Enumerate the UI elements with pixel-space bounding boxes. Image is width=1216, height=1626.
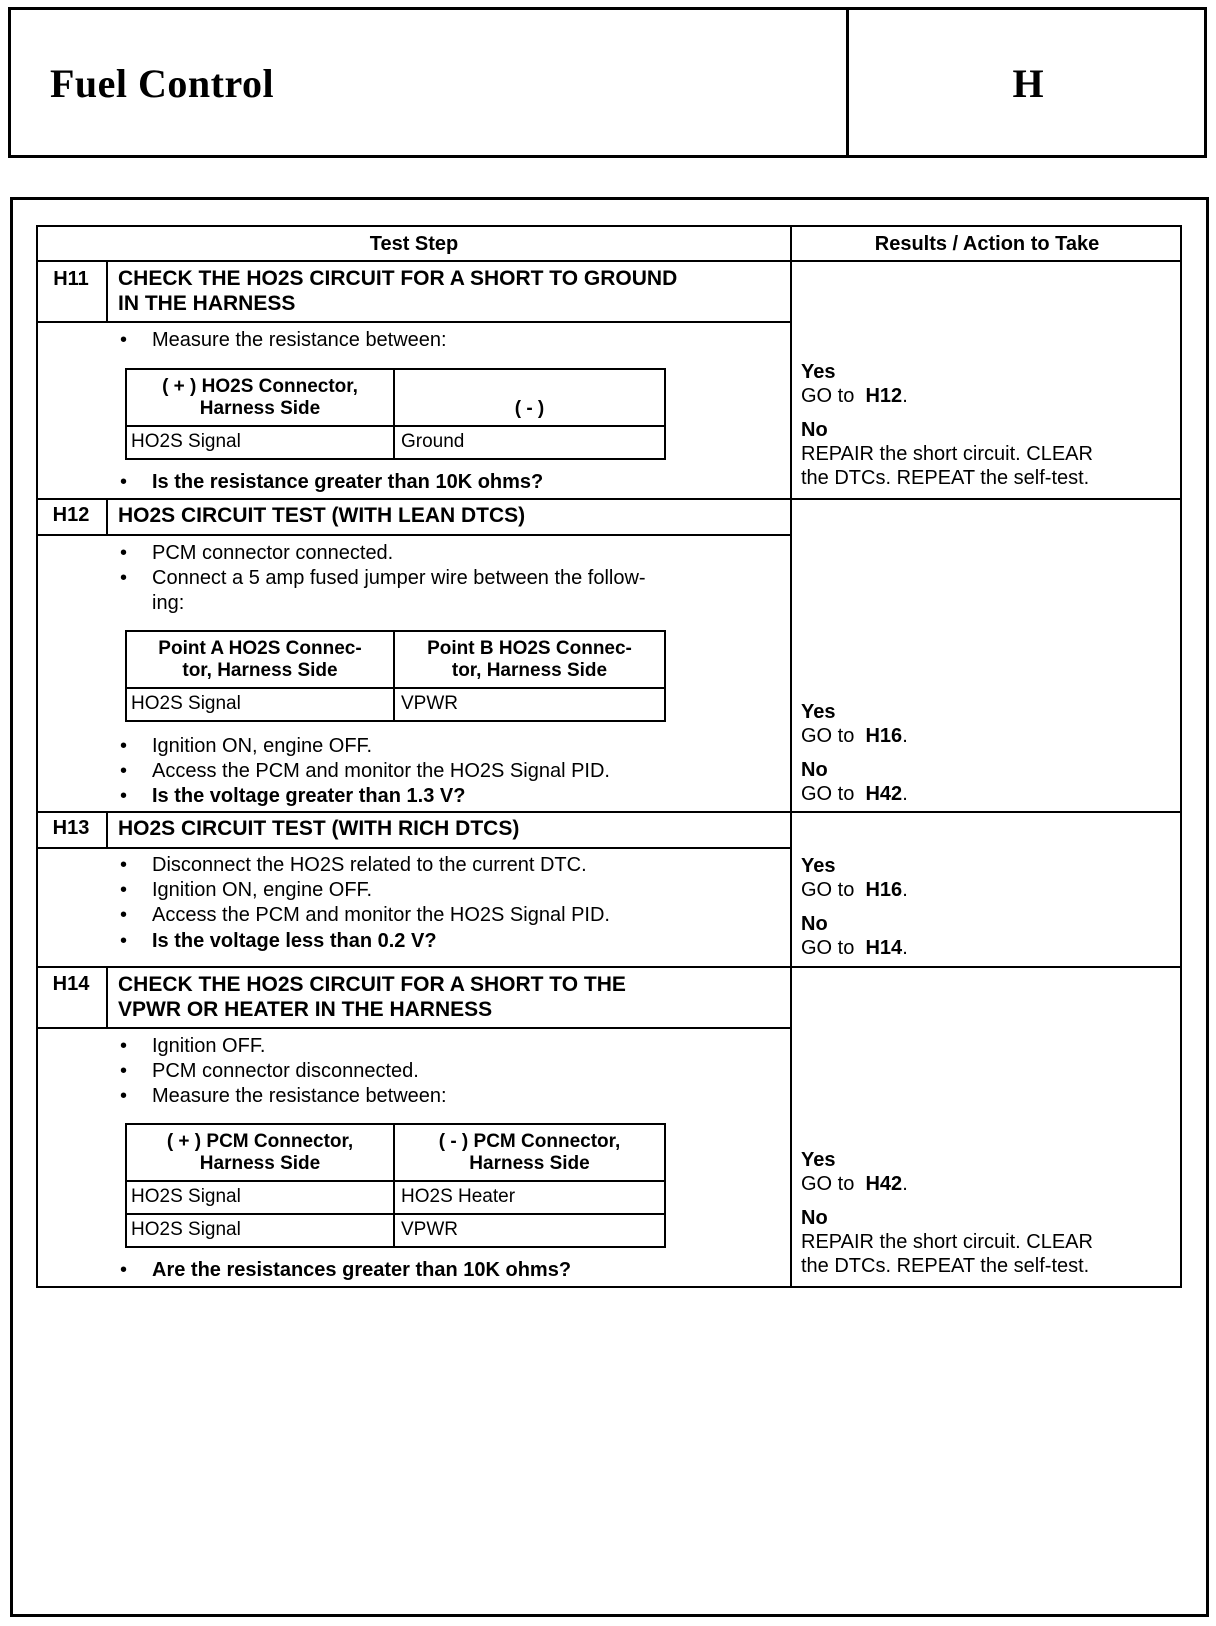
- step-id: H12: [52, 504, 90, 526]
- measurement-table: [125, 1123, 666, 1248]
- subtable-cell: HO2S Heater: [401, 1186, 516, 1207]
- bullet-icon: •: [120, 1085, 128, 1107]
- result-yes-action: GO to H16.: [801, 879, 908, 901]
- subtable-header: ( + ) HO2S Connector, Harness Side: [162, 376, 358, 419]
- result-no-label: No: [801, 1207, 828, 1229]
- step-id: H14: [52, 973, 90, 995]
- header-row-divider: [38, 260, 1182, 262]
- subtable-cell: Ground: [401, 431, 465, 452]
- heading-divider: [38, 1027, 790, 1029]
- step-heading: HO2S CIRCUIT TEST (WITH LEAN DTCS): [118, 504, 526, 527]
- results-block: [801, 700, 908, 806]
- bullet-icon: •: [120, 879, 128, 901]
- bullet-icon: •: [120, 785, 128, 807]
- subtable-cell: HO2S Signal: [131, 1186, 241, 1207]
- bullet-icon: •: [120, 1259, 128, 1281]
- step-reference: H16: [865, 879, 903, 901]
- step-heading: CHECK THE HO2S CIRCUIT FOR A SHORT TO GROUND IN THE HARNESS: [118, 267, 678, 315]
- result-yes-action: GO to H12.: [801, 385, 908, 407]
- step-id: H11: [53, 268, 89, 290]
- subtable-header: ( - ): [514, 398, 545, 419]
- result-no-action: REPAIR the short circuit. CLEAR: [801, 1231, 1093, 1253]
- result-yes-label: Yes: [801, 855, 836, 877]
- heading-divider: [38, 534, 790, 536]
- bullet-icon: •: [120, 735, 128, 757]
- bullet-icon: •: [120, 471, 128, 493]
- step-heading: CHECK THE HO2S CIRCUIT FOR A SHORT TO THE VPWR OR HEATER IN THE HARNESS: [118, 973, 626, 1021]
- bullet-icon: •: [120, 542, 128, 564]
- section-letter: H: [1012, 61, 1044, 106]
- result-no-label: No: [801, 419, 828, 441]
- result-yes-label: Yes: [801, 1149, 836, 1171]
- result-no-action: GO to H42.: [801, 783, 908, 805]
- heading-divider: [38, 321, 790, 323]
- result-yes-label: Yes: [801, 361, 836, 383]
- bullet-icon: •: [120, 1035, 128, 1057]
- step-reference: H42: [865, 783, 903, 805]
- subtable-header: Point B HO2S Connec- tor, Harness Side: [427, 638, 632, 681]
- results-column-divider: [790, 227, 792, 1288]
- result-yes-label: Yes: [801, 701, 836, 723]
- bullet-icon: •: [120, 1060, 128, 1082]
- result-no-action: GO to H14.: [801, 937, 908, 959]
- step-id-divider: [106, 968, 108, 1029]
- result-no-label: No: [801, 913, 828, 935]
- subtable-cell: VPWR: [401, 693, 458, 714]
- results-block: [801, 1148, 1093, 1278]
- bullet-icon: •: [120, 904, 128, 926]
- page-title: Fuel Control: [50, 61, 275, 106]
- result-no-label: No: [801, 759, 828, 781]
- column-header-results: Results / Action to Take: [874, 233, 1100, 255]
- step-reference: H42: [865, 1173, 903, 1195]
- result-no-action: the DTCs. REPEAT the self-test.: [801, 467, 1090, 489]
- step-divider: [38, 966, 1182, 968]
- bullet-icon: •: [120, 329, 128, 351]
- result-yes-action: GO to H42.: [801, 1173, 908, 1195]
- row-divider: [127, 1213, 664, 1215]
- result-no-action: REPAIR the short circuit. CLEAR: [801, 443, 1093, 465]
- measurement-table: [125, 368, 666, 460]
- results-block: [801, 854, 908, 960]
- step-id-divider: [106, 813, 108, 849]
- row-divider: [127, 687, 664, 689]
- result-no-action: the DTCs. REPEAT the self-test.: [801, 1255, 1090, 1277]
- subtable-cell: HO2S Signal: [131, 431, 241, 452]
- step-id: H13: [52, 817, 90, 839]
- subtable-cell: HO2S Signal: [131, 1219, 241, 1240]
- jumper-table: [125, 630, 666, 722]
- step-reference: H14: [865, 937, 903, 959]
- step-divider: [38, 498, 1182, 500]
- bullet-icon: •: [120, 567, 128, 589]
- bullet-icon: •: [120, 760, 128, 782]
- step-heading: HO2S CIRCUIT TEST (WITH RICH DTCS): [118, 817, 520, 840]
- subtable-cell: VPWR: [401, 1219, 458, 1240]
- row-divider: [127, 1180, 664, 1182]
- subtable-cell: HO2S Signal: [131, 693, 241, 714]
- bullet-icon: •: [120, 930, 128, 952]
- subtable-header: ( - ) PCM Connector, Harness Side: [438, 1131, 621, 1174]
- step-reference: H16: [865, 725, 903, 747]
- result-yes-action: GO to H16.: [801, 725, 908, 747]
- heading-divider: [38, 847, 790, 849]
- step-divider: [38, 811, 1182, 813]
- step-reference: H12: [865, 385, 903, 407]
- results-block: [801, 360, 1093, 490]
- subtable-header: Point A HO2S Connec- tor, Harness Side: [158, 638, 362, 681]
- bullet-icon: •: [120, 854, 128, 876]
- row-divider: [127, 425, 664, 427]
- column-header-test-step: Test Step: [369, 233, 459, 255]
- step-id-divider: [106, 500, 108, 536]
- subtable-header: ( + ) PCM Connector, Harness Side: [166, 1131, 354, 1174]
- step-id-divider: [106, 262, 108, 323]
